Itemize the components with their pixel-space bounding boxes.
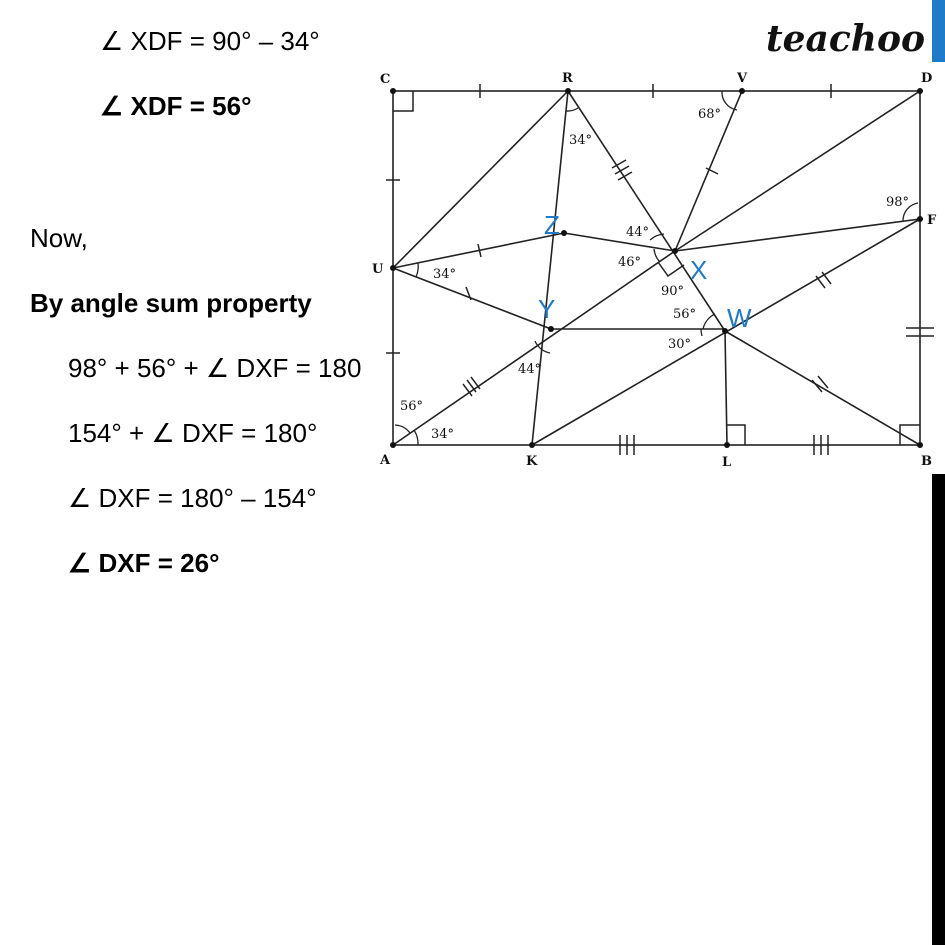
- angle-label-r34: 34°: [569, 133, 593, 148]
- point-label-b: B: [921, 454, 932, 469]
- angle-label-a34: 34°: [431, 427, 455, 442]
- angle-label-w56: 56°: [673, 307, 697, 322]
- step-line-5: 98° + 56° + ∠ DXF = 180: [68, 353, 362, 383]
- segment-rw: [568, 91, 725, 331]
- point-label-l: L: [722, 455, 732, 470]
- step-line-2: ∠ XDF = 56°: [100, 91, 252, 121]
- segment-uz: [393, 233, 564, 268]
- angle-label-x44: 44°: [626, 225, 650, 240]
- point-label-x: X: [690, 255, 708, 285]
- angle-label-a56: 56°: [400, 399, 424, 414]
- angle-label-x46: 46°: [618, 255, 642, 270]
- point-label-r: R: [562, 71, 573, 86]
- segment-ur: [393, 91, 568, 268]
- point-label-c: C: [380, 72, 391, 87]
- step-line-3: Now,: [30, 223, 88, 253]
- step-line-4: By angle sum property: [30, 288, 312, 318]
- point-label-v: V: [737, 71, 748, 86]
- rectangle-abdc: [393, 91, 920, 445]
- angle-label-y44: 44°: [518, 362, 542, 377]
- point-label-f: F: [927, 213, 937, 228]
- step-line-1: ∠ XDF = 90° – 34°: [100, 26, 320, 56]
- right-angle-marks: [393, 91, 920, 445]
- step-line-7: ∠ DXF = 180° – 154°: [68, 483, 317, 513]
- point-label-a: A: [380, 453, 391, 468]
- angle-label-w30: 30°: [668, 337, 692, 352]
- angle-label-x90: 90°: [661, 284, 685, 299]
- point-label-u: U: [372, 262, 384, 277]
- step-line-8: ∠ DXF = 26°: [68, 548, 220, 578]
- tick-marks: [386, 84, 934, 455]
- side-bar: [932, 474, 945, 945]
- point-label-z: Z: [544, 210, 560, 240]
- geometry-figure: [360, 60, 937, 472]
- teachoo-logo: teachoo: [766, 18, 925, 60]
- segment-rk: [532, 91, 568, 445]
- segment-uy: [393, 268, 551, 329]
- angle-label-f98: 98°: [886, 195, 910, 210]
- step-line-6: 154° + ∠ DXF = 180°: [68, 418, 318, 448]
- point-label-y: Y: [538, 294, 556, 324]
- angle-label-v68: 68°: [698, 107, 722, 122]
- point-label-d: D: [921, 71, 933, 86]
- brand-accent-bar: [932, 0, 945, 62]
- point-label-k: K: [526, 454, 538, 469]
- segment-wb: [725, 331, 920, 445]
- point-label-w: W: [727, 303, 752, 333]
- segment-xf: [675, 219, 920, 251]
- segment-wl: [725, 331, 727, 445]
- angle-label-u34: 34°: [433, 267, 457, 282]
- figure-lines: [393, 91, 920, 445]
